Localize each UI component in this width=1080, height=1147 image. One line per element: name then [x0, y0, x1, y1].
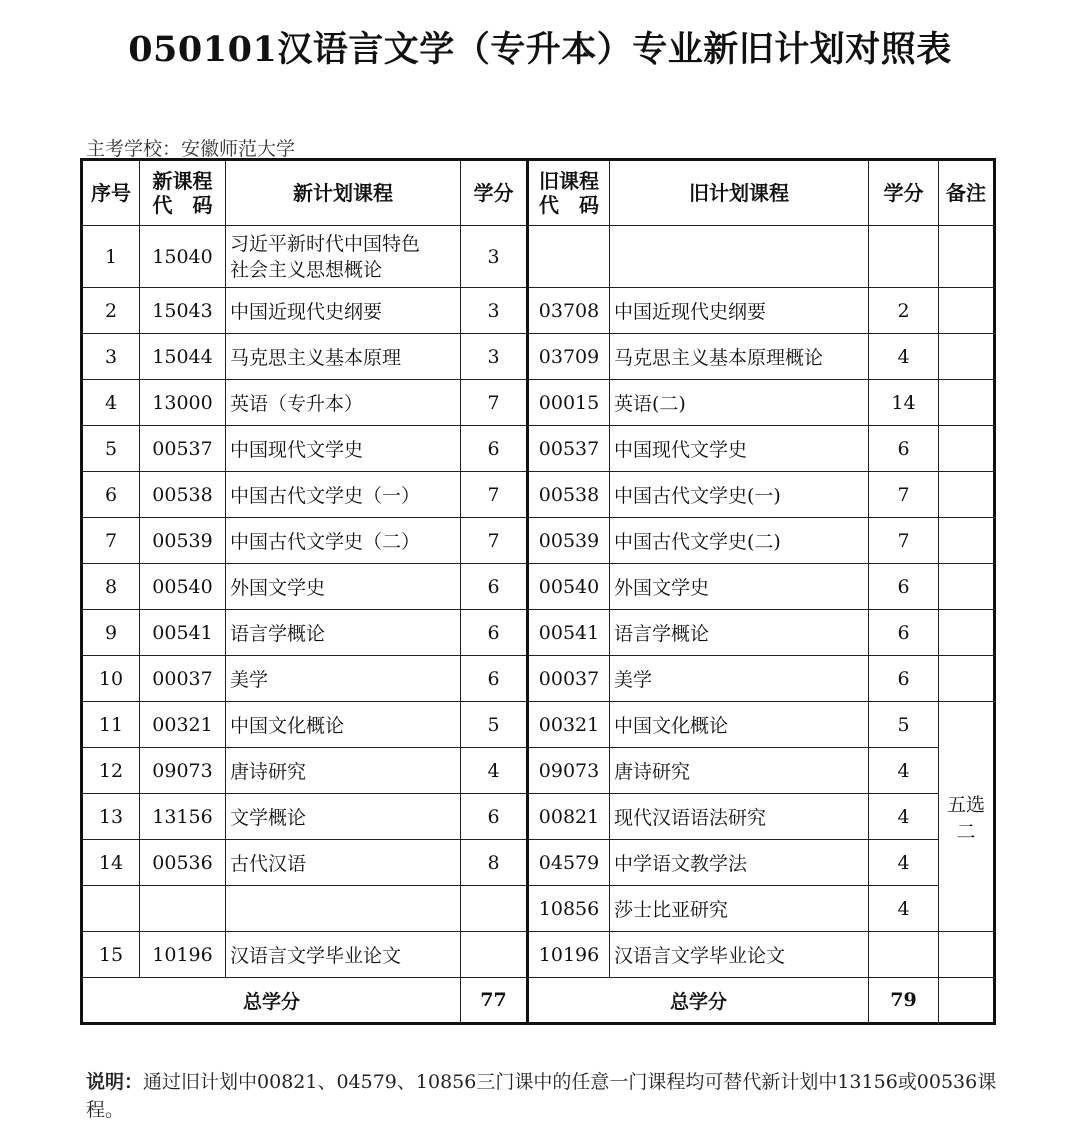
old-course-cell: 中国现代文学史: [610, 426, 869, 472]
header-new-credit: 学分: [461, 160, 528, 226]
table-row: [82, 288, 995, 334]
new-course-cell: 中国文化概论: [226, 702, 461, 748]
old-credit-cell: 6: [869, 426, 939, 472]
old-credit-cell: [869, 932, 939, 978]
table-row: [82, 932, 995, 978]
remark-cell: [939, 564, 995, 610]
new-credit-cell: 6: [461, 656, 528, 702]
old-code-cell: 10856: [528, 886, 610, 932]
old-course-cell: 唐诗研究: [610, 748, 869, 794]
old-code-cell: 10196: [528, 932, 610, 978]
old-course-cell: 英语(二): [610, 380, 869, 426]
new-course-cell: 中国古代文学史（二）: [226, 518, 461, 564]
old-code-cell: 00821: [528, 794, 610, 840]
new-course-cell: 马克思主义基本原理: [226, 334, 461, 380]
table-row: [82, 656, 995, 702]
new-credit-cell: 3: [461, 334, 528, 380]
old-credit-cell: 2: [869, 288, 939, 334]
table-row: [82, 380, 995, 426]
new-code-cell: 15043: [140, 288, 226, 334]
old-code-cell: 00037: [528, 656, 610, 702]
new-course-cell: 唐诗研究: [226, 748, 461, 794]
table-row: [82, 564, 995, 610]
seq-cell: 14: [82, 840, 140, 886]
table-header-row: [82, 160, 995, 226]
old-code-cell: 00537: [528, 426, 610, 472]
old-course-cell: 中国近现代史纲要: [610, 288, 869, 334]
old-total-credit: 79: [869, 978, 939, 1024]
note-text: 通过旧计划中00821、04579、10856三门课中的任意一门课程均可替代新计划中13156或00536课程。: [86, 1071, 997, 1121]
old-course-cell: [610, 226, 869, 288]
note-label: 说明：: [86, 1071, 144, 1093]
old-credit-cell: 5: [869, 702, 939, 748]
seq-cell: 4: [82, 380, 140, 426]
old-course-cell: 莎士比亚研究: [610, 886, 869, 932]
seq-cell: 6: [82, 472, 140, 518]
header-old-course: 旧计划课程: [610, 160, 869, 226]
new-course-cell: 中国现代文学史: [226, 426, 461, 472]
new-course-cell: [226, 886, 461, 932]
old-credit-cell: 4: [869, 334, 939, 380]
header-new-code: 新课程 代 码: [140, 160, 226, 226]
seq-cell: 8: [82, 564, 140, 610]
table-row: [82, 702, 995, 748]
new-code-cell: 00538: [140, 472, 226, 518]
seq-cell: [82, 886, 140, 932]
remark-cell: [939, 426, 995, 472]
old-code-cell: 03709: [528, 334, 610, 380]
old-credit-cell: 7: [869, 472, 939, 518]
old-course-cell: 美学: [610, 656, 869, 702]
seq-cell: 1: [82, 226, 140, 288]
new-credit-cell: 8: [461, 840, 528, 886]
old-code-cell: 03708: [528, 288, 610, 334]
remark-cell: [939, 932, 995, 978]
table-row: [82, 226, 995, 288]
old-course-cell: 现代汉语语法研究: [610, 794, 869, 840]
seq-cell: 13: [82, 794, 140, 840]
new-credit-cell: 3: [461, 288, 528, 334]
new-credit-cell: 7: [461, 518, 528, 564]
remark-cell: [939, 518, 995, 564]
new-course-cell: 外国文学史: [226, 564, 461, 610]
old-credit-cell: 4: [869, 748, 939, 794]
new-code-cell: 15044: [140, 334, 226, 380]
remark-cell: [939, 288, 995, 334]
new-course-cell: 古代汉语: [226, 840, 461, 886]
old-credit-cell: 4: [869, 840, 939, 886]
table-row: [82, 334, 995, 380]
course-comparison-table: [80, 158, 996, 1025]
old-code-cell: 00015: [528, 380, 610, 426]
totals-row: [82, 978, 995, 1024]
page-title: 050101汉语言文学（专升本）专业新旧计划对照表: [128, 29, 952, 70]
old-course-cell: 中学语文教学法: [610, 840, 869, 886]
old-credit-cell: 6: [869, 564, 939, 610]
remark-cell: [939, 226, 995, 288]
old-code-cell: 00540: [528, 564, 610, 610]
seq-cell: 2: [82, 288, 140, 334]
old-course-cell: 语言学概论: [610, 610, 869, 656]
new-code-cell: 00539: [140, 518, 226, 564]
new-code-cell: 00321: [140, 702, 226, 748]
new-course-cell: 美学: [226, 656, 461, 702]
remark-cell: [939, 380, 995, 426]
new-code-cell: [140, 886, 226, 932]
old-credit-cell: 14: [869, 380, 939, 426]
seq-cell: 12: [82, 748, 140, 794]
new-total-label: 总学分: [82, 978, 461, 1024]
old-course-cell: 中国古代文学史(一): [610, 472, 869, 518]
remark-cell: [939, 610, 995, 656]
seq-cell: 5: [82, 426, 140, 472]
old-course-cell: 汉语言文学毕业论文: [610, 932, 869, 978]
new-credit-cell: 3: [461, 226, 528, 288]
old-code-cell: [528, 226, 610, 288]
old-code-cell: 00539: [528, 518, 610, 564]
old-credit-cell: 6: [869, 656, 939, 702]
seq-cell: 3: [82, 334, 140, 380]
seq-cell: 10: [82, 656, 140, 702]
remark-cell: [939, 472, 995, 518]
table-row: [82, 518, 995, 564]
new-code-cell: 13156: [140, 794, 226, 840]
seq-cell: 9: [82, 610, 140, 656]
new-course-cell: 习近平新时代中国特色 社会主义思想概论: [226, 226, 461, 288]
new-credit-cell: 7: [461, 380, 528, 426]
old-code-cell: 09073: [528, 748, 610, 794]
old-course-cell: 中国文化概论: [610, 702, 869, 748]
old-total-label: 总学分: [528, 978, 869, 1024]
new-course-cell: 英语（专升本）: [226, 380, 461, 426]
new-code-cell: 15040: [140, 226, 226, 288]
remark-cell: [939, 334, 995, 380]
table-row: [82, 748, 995, 794]
remark-cell: [939, 978, 995, 1024]
new-credit-cell: 5: [461, 702, 528, 748]
seq-cell: 15: [82, 932, 140, 978]
old-code-cell: 00321: [528, 702, 610, 748]
table-row: [82, 426, 995, 472]
remark-group-cell: 五选 二: [939, 702, 995, 932]
new-course-cell: 中国古代文学史（一）: [226, 472, 461, 518]
new-credit-cell: [461, 886, 528, 932]
header-remark: 备注: [939, 160, 995, 226]
table-row: [82, 610, 995, 656]
old-credit-cell: 4: [869, 886, 939, 932]
old-code-cell: 04579: [528, 840, 610, 886]
new-credit-cell: [461, 932, 528, 978]
table-row: [82, 840, 995, 886]
header-old-credit: 学分: [869, 160, 939, 226]
old-code-cell: 00538: [528, 472, 610, 518]
table-row: [82, 472, 995, 518]
explanation-note: [86, 1068, 1006, 1124]
new-code-cell: 00537: [140, 426, 226, 472]
remark-cell: [939, 656, 995, 702]
old-course-cell: 外国文学史: [610, 564, 869, 610]
new-code-cell: 09073: [140, 748, 226, 794]
header-seq: 序号: [82, 160, 140, 226]
new-code-cell: 13000: [140, 380, 226, 426]
new-credit-cell: 6: [461, 610, 528, 656]
new-course-cell: 语言学概论: [226, 610, 461, 656]
new-credit-cell: 6: [461, 564, 528, 610]
new-credit-cell: 7: [461, 472, 528, 518]
old-credit-cell: 7: [869, 518, 939, 564]
seq-cell: 11: [82, 702, 140, 748]
old-course-cell: 中国古代文学史(二): [610, 518, 869, 564]
old-credit-cell: 6: [869, 610, 939, 656]
header-new-course: 新计划课程: [226, 160, 461, 226]
new-code-cell: 00541: [140, 610, 226, 656]
table-row: [82, 886, 995, 932]
new-code-cell: 00037: [140, 656, 226, 702]
old-code-cell: 00541: [528, 610, 610, 656]
new-code-cell: 00536: [140, 840, 226, 886]
new-total-credit: 77: [461, 978, 528, 1024]
new-code-cell: 00540: [140, 564, 226, 610]
header-old-code: 旧课程 代 码: [528, 160, 610, 226]
new-course-cell: 中国近现代史纲要: [226, 288, 461, 334]
old-credit-cell: 4: [869, 794, 939, 840]
new-credit-cell: 6: [461, 426, 528, 472]
new-credit-cell: 6: [461, 794, 528, 840]
new-course-cell: 汉语言文学毕业论文: [226, 932, 461, 978]
table-row: [82, 794, 995, 840]
new-code-cell: 10196: [140, 932, 226, 978]
new-credit-cell: 4: [461, 748, 528, 794]
old-credit-cell: [869, 226, 939, 288]
seq-cell: 7: [82, 518, 140, 564]
exam-school: 主考学校：安徽师范大学: [86, 138, 296, 160]
old-course-cell: 马克思主义基本原理概论: [610, 334, 869, 380]
new-course-cell: 文学概论: [226, 794, 461, 840]
